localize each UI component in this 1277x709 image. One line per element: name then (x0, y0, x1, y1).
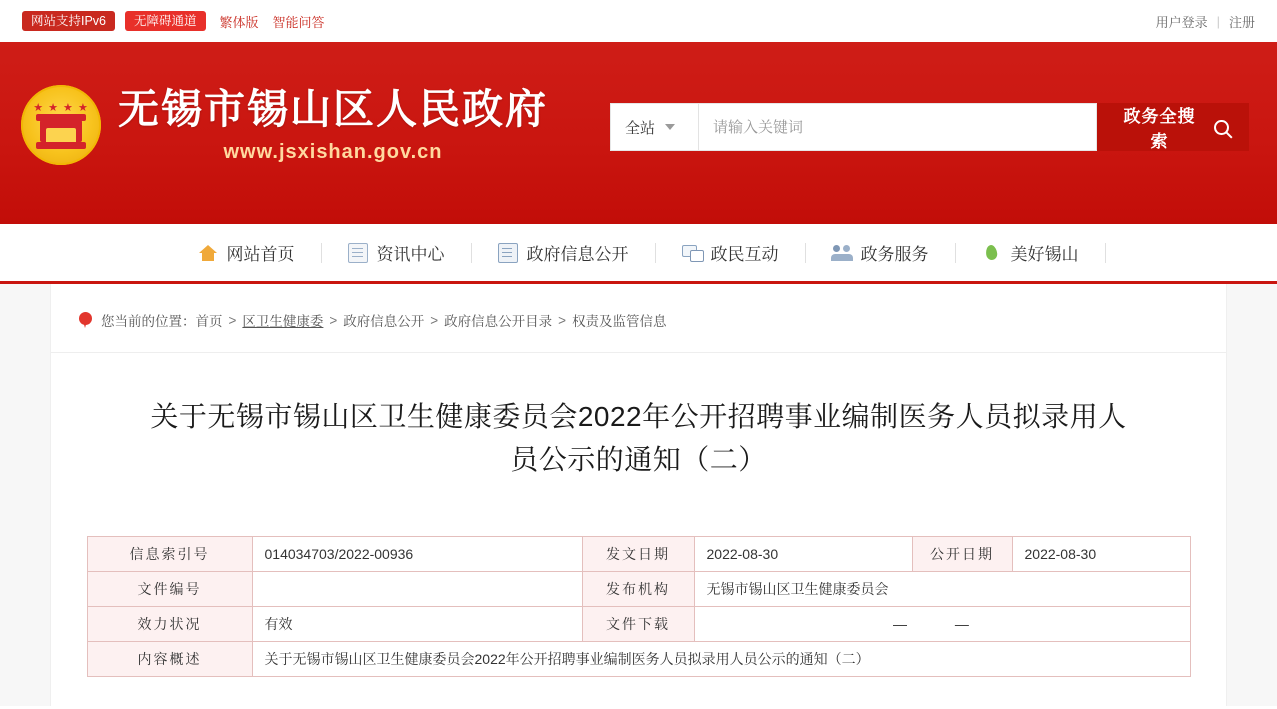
home-icon (198, 243, 218, 263)
site-banner (0, 42, 1277, 224)
nav-item-beautiful-xishan[interactable] (956, 240, 1105, 265)
site-url: www.jsxishan.gov.cn (223, 141, 443, 164)
meta-label-issue-date: 发文日期 (582, 536, 694, 571)
breadcrumb-item-3[interactable]: 政府信息公开目录 (444, 314, 553, 329)
content-card (50, 284, 1227, 706)
open-book-icon (498, 243, 518, 263)
breadcrumb-item-2[interactable]: 政府信息公开 (343, 314, 425, 329)
nav-item-service-label: 政务服务 (860, 245, 929, 264)
search-box (610, 103, 1097, 151)
meta-value-public-date: 2022-08-30 (1012, 536, 1190, 571)
location-pin-icon (79, 312, 92, 329)
smart-qa-link[interactable]: 智能问答 (272, 14, 325, 30)
register-link[interactable]: 注册 (1228, 14, 1255, 30)
national-emblem-icon (18, 82, 104, 168)
meta-value-publisher: 无锡市锡山区卫生健康委员会 (694, 571, 1190, 606)
nav-item-service[interactable] (806, 240, 955, 265)
main-navigation (0, 224, 1277, 284)
breadcrumb-separator: > (329, 312, 338, 328)
article-meta-table (87, 536, 1191, 677)
login-link[interactable]: 用户登录 (1155, 14, 1208, 30)
nav-item-interaction-label: 政民互动 (710, 245, 779, 264)
breadcrumb-separator: > (558, 312, 567, 328)
search-input[interactable] (699, 104, 1096, 150)
table-row (87, 536, 1190, 571)
nav-item-home-label: 网站首页 (226, 245, 295, 264)
site-search (610, 103, 1249, 151)
table-row (87, 571, 1190, 606)
chat-icon (682, 243, 702, 263)
meta-value-issue-date: 2022-08-30 (694, 536, 912, 571)
meta-label-index-number: 信息索引号 (87, 536, 252, 571)
leaf-icon (982, 243, 1002, 263)
breadcrumb-item-0[interactable]: 首页 (195, 314, 223, 329)
account-links (1156, 12, 1255, 31)
breadcrumb (51, 284, 1226, 353)
meta-label-validity: 效力状况 (87, 606, 252, 641)
nav-divider (1105, 243, 1106, 263)
breadcrumb-item-4: 权责及监管信息 (572, 314, 667, 329)
breadcrumb-separator: > (228, 312, 237, 328)
traditional-chinese-link[interactable]: 繁体版 (219, 14, 259, 30)
page-body (0, 284, 1277, 706)
people-icon (832, 243, 852, 263)
nav-item-news-label: 资讯中心 (376, 245, 445, 264)
breadcrumb-item-1[interactable]: 区卫生健康委 (242, 314, 324, 329)
emblem-stars: ★ ★ ★ ★ (33, 102, 89, 114)
meta-value-validity: 有效 (252, 606, 582, 641)
meta-value-index-number: 014034703/2022-00936 (252, 536, 582, 571)
meta-label-file-download: 文件下载 (582, 606, 694, 641)
search-scope-select[interactable] (611, 104, 699, 150)
page-title: 关于无锡市锡山区卫生健康委员会2022年公开招聘事业编制医务人员拟录用人员公示的通知（二） (150, 401, 1127, 476)
search-icon (1214, 120, 1229, 135)
meta-value-document-number (252, 571, 582, 606)
document-icon (348, 243, 368, 263)
nav-item-beautiful-xishan-label: 美好锡山 (1010, 245, 1079, 264)
nav-item-disclosure-label: 政府信息公开 (526, 245, 629, 264)
search-button[interactable] (1097, 103, 1249, 151)
nav-item-interaction[interactable] (656, 240, 805, 265)
search-scope-label: 全站 (625, 119, 656, 137)
meta-value-file-download[interactable]: — — (694, 606, 1190, 641)
site-title: 无锡市锡山区人民政府 (118, 85, 548, 132)
table-row (87, 641, 1190, 676)
breadcrumb-prefix: 您当前的位置： (101, 314, 196, 329)
accessibility-tag[interactable]: 无障碍通道 (125, 11, 206, 32)
nav-item-disclosure[interactable] (472, 240, 655, 265)
nav-item-news[interactable] (322, 240, 471, 265)
chevron-down-icon (665, 124, 675, 130)
meta-label-public-date: 公开日期 (912, 536, 1012, 571)
search-button-label: 政务全搜索 (1123, 107, 1196, 151)
nav-item-home[interactable] (172, 240, 321, 265)
breadcrumb-separator: > (430, 312, 439, 328)
table-row (87, 606, 1190, 641)
meta-label-publisher: 发布机构 (582, 571, 694, 606)
site-identity[interactable] (118, 86, 548, 164)
utility-bar (0, 0, 1277, 42)
ipv6-tag[interactable]: 网站支持IPv6 (22, 11, 115, 32)
account-links-separator: | (1216, 13, 1220, 29)
meta-label-document-number: 文件编号 (87, 571, 252, 606)
meta-label-summary: 内容概述 (87, 641, 252, 676)
meta-value-summary: 关于无锡市锡山区卫生健康委员会2022年公开招聘事业编制医务人员拟录用人员公示的通知（二） (252, 641, 1190, 676)
